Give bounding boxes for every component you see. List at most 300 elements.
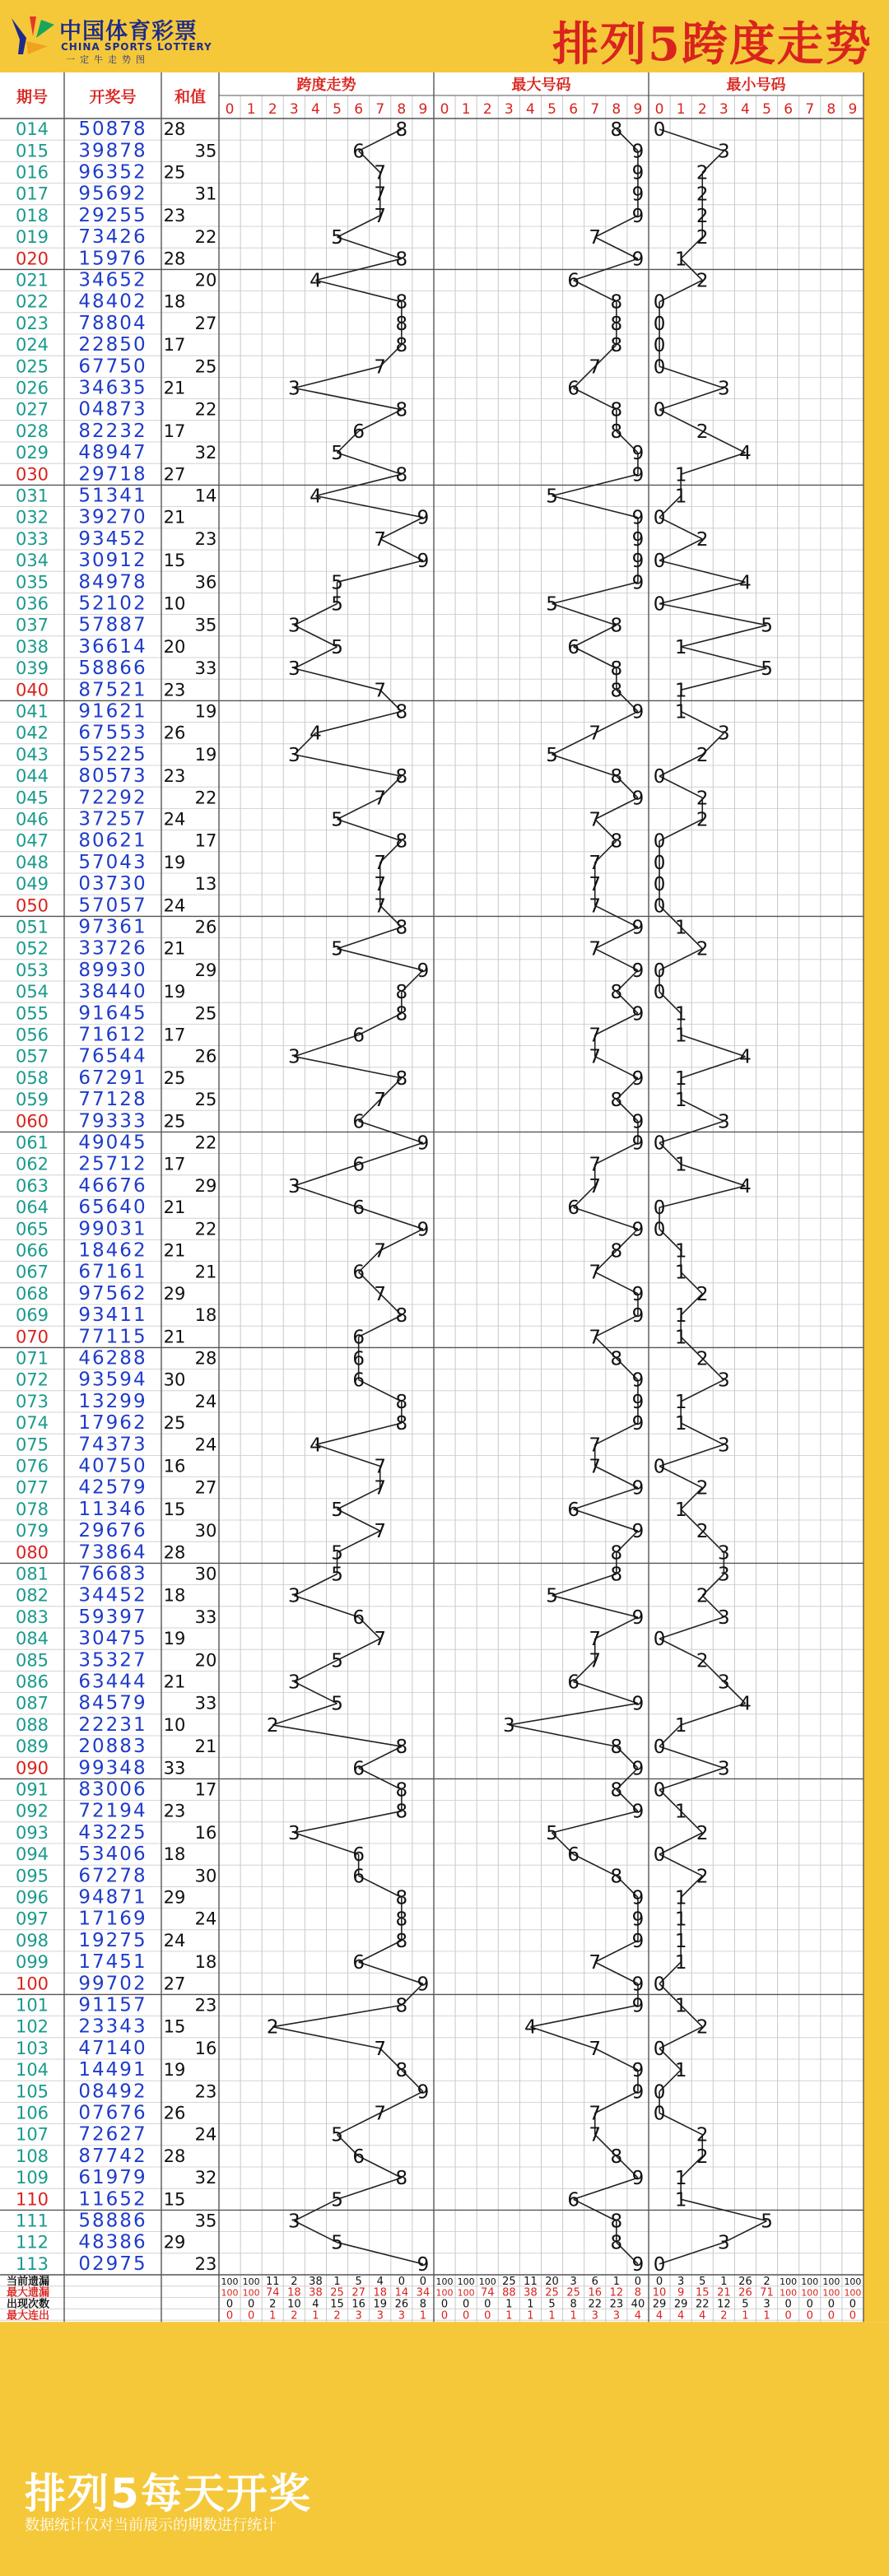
- row-sum: 35: [194, 141, 217, 161]
- stat-value-max: 16: [588, 2286, 603, 2299]
- span-trend-point: 4: [310, 723, 322, 745]
- row-sum: 23: [194, 2081, 217, 2102]
- stat-value-span: 1: [419, 2309, 427, 2323]
- header-issue: 期号: [16, 88, 49, 106]
- stat-value-span: 4: [312, 2298, 319, 2311]
- stat-value-min: 4: [655, 2309, 663, 2323]
- row-draw: 47140: [78, 2037, 147, 2059]
- stat-value-span: 38: [309, 2275, 323, 2288]
- row-draw: 72194: [78, 1800, 147, 1822]
- span-trend-point: 6: [352, 1758, 365, 1780]
- stat-value-max: 4: [634, 2309, 642, 2323]
- row-issue: 106: [15, 2103, 49, 2123]
- row-draw: 38440: [78, 981, 147, 1003]
- row-issue: 015: [15, 141, 49, 161]
- stat-value-min: 0: [655, 2275, 663, 2288]
- min-trend-point: 1: [674, 1025, 687, 1047]
- row-sum: 25: [163, 1111, 186, 1132]
- span-trend-point: 5: [331, 2124, 343, 2146]
- row-sum: 32: [194, 2168, 217, 2188]
- span-trend-point: 8: [395, 1305, 408, 1328]
- min-trend-point: 0: [653, 895, 666, 918]
- row-sum: 28: [163, 119, 186, 140]
- max-trend-point: 9: [631, 1283, 645, 1305]
- stat-value-span: 3: [355, 2309, 362, 2323]
- row-issue: 080: [15, 1542, 49, 1563]
- span-trend-point: 5: [331, 1564, 343, 1586]
- stat-value-min: 0: [849, 2298, 857, 2311]
- row-sum: 30: [194, 1521, 217, 1541]
- row-issue: 045: [15, 788, 49, 808]
- row-issue: 094: [15, 1844, 49, 1865]
- row-issue: 088: [15, 1714, 49, 1735]
- stat-value-span: 0: [398, 2275, 405, 2288]
- row-sum: 16: [194, 1822, 217, 1843]
- span-trend-point: 5: [331, 443, 343, 465]
- row-issue: 016: [15, 162, 49, 183]
- min-trend-point: 2: [696, 2124, 709, 2146]
- max-trend-point: 7: [589, 809, 602, 831]
- row-sum: 36: [194, 572, 217, 593]
- max-trend-point: 6: [567, 1197, 579, 1220]
- header-digit: 3: [719, 101, 728, 118]
- max-trend-point: 6: [567, 270, 579, 292]
- max-trend-point: 9: [631, 1219, 645, 1241]
- header-digit: 7: [375, 101, 385, 118]
- row-issue: 022: [15, 291, 49, 312]
- row-draw: 76683: [78, 1563, 147, 1585]
- stat-value-span: 2: [333, 2309, 341, 2323]
- span-trend-point: 7: [374, 162, 387, 184]
- stat-value-span: 0: [419, 2275, 427, 2288]
- row-sum: 14: [194, 486, 217, 506]
- row-sum: 25: [163, 1413, 186, 1434]
- row-sum: 15: [163, 551, 186, 571]
- span-trend-point: 3: [288, 1046, 300, 1068]
- span-trend-point: 8: [395, 313, 408, 335]
- stat-value-span: 100: [242, 2276, 260, 2287]
- min-trend-point: 3: [718, 1672, 730, 1694]
- min-trend-point: 0: [653, 960, 666, 982]
- row-draw: 17451: [78, 1951, 147, 1974]
- max-trend-point: 9: [631, 1391, 645, 1413]
- span-trend-point: 8: [395, 335, 408, 357]
- stat-value-span: 4: [376, 2275, 384, 2288]
- span-trend-point: 8: [395, 830, 408, 853]
- row-sum: 25: [194, 1003, 217, 1024]
- row-draw: 03730: [78, 873, 147, 895]
- row-draw: 93452: [78, 528, 147, 550]
- row-draw: 84978: [78, 571, 147, 593]
- stat-value-max: 8: [634, 2286, 642, 2299]
- stat-value-min: 4: [677, 2309, 685, 2323]
- span-trend-point: 9: [417, 1132, 430, 1155]
- min-trend-point: 4: [739, 572, 752, 594]
- stat-value-min: 71: [760, 2286, 774, 2299]
- span-trend-point: 5: [331, 809, 343, 831]
- min-trend-point: 0: [653, 2081, 666, 2104]
- span-trend-point: 3: [288, 1585, 300, 1607]
- row-issue: 037: [15, 615, 49, 635]
- row-issue: 027: [15, 399, 49, 420]
- max-trend-point: 9: [631, 1693, 645, 1715]
- min-trend-point: 1: [674, 1499, 687, 1521]
- header-group-title: 最大号码: [511, 77, 571, 94]
- row-draw: 67291: [78, 1067, 147, 1089]
- row-issue: 028: [15, 421, 49, 441]
- stat-value-min: 12: [717, 2298, 731, 2311]
- row-issue: 024: [15, 335, 49, 356]
- max-trend-point: 3: [503, 1714, 515, 1737]
- max-trend-point: 8: [610, 1542, 623, 1565]
- row-sum: 21: [163, 1240, 186, 1261]
- trend-chart: [0, 72, 889, 2461]
- lottery-logo: [8, 10, 212, 65]
- row-issue: 109: [15, 2168, 49, 2188]
- min-trend-point: 4: [739, 1046, 752, 1068]
- span-trend-point: 7: [374, 2038, 387, 2060]
- row-sum: 30: [194, 1866, 217, 1886]
- min-trend-point: 2: [696, 2016, 709, 2039]
- row-issue: 112: [15, 2232, 49, 2253]
- span-trend-point: 5: [331, 2189, 343, 2211]
- header-digit: 0: [440, 101, 449, 118]
- max-trend-point: 8: [610, 313, 623, 335]
- row-issue: 105: [15, 2081, 49, 2102]
- row-draw: 39270: [78, 506, 147, 528]
- row-sum: 21: [163, 938, 186, 959]
- stat-value-min: 1: [720, 2275, 728, 2288]
- span-trend-point: 8: [395, 2060, 408, 2082]
- row-draw: 95692: [78, 183, 147, 205]
- row-sum: 24: [163, 895, 186, 916]
- row-sum: 24: [194, 1434, 217, 1455]
- span-trend-point: 5: [331, 2232, 343, 2254]
- span-trend-point: 5: [331, 1542, 343, 1565]
- row-draw: 29255: [78, 204, 147, 226]
- row-draw: 67750: [78, 356, 147, 378]
- stat-value-span: 27: [351, 2286, 365, 2299]
- stat-value-min: 15: [695, 2286, 710, 2299]
- stat-value-max: 100: [478, 2276, 496, 2287]
- max-trend-point: 7: [589, 938, 602, 960]
- stat-value-max: 3: [612, 2309, 620, 2323]
- min-trend-point: 1: [674, 464, 687, 486]
- max-trend-point: 7: [589, 895, 602, 918]
- min-trend-point: 1: [674, 680, 687, 702]
- stat-value-max: 5: [548, 2298, 556, 2311]
- max-trend-point: 8: [610, 2146, 623, 2168]
- stat-value-min: 3: [677, 2275, 685, 2288]
- span-trend-point: 7: [374, 1283, 387, 1305]
- stat-value-max: 100: [435, 2287, 454, 2299]
- row-issue: 102: [15, 2016, 49, 2037]
- stat-value-span: 10: [287, 2298, 301, 2311]
- max-trend-point: 9: [631, 1930, 645, 1952]
- max-trend-point: 9: [631, 249, 645, 271]
- row-draw: 34635: [78, 377, 147, 399]
- row-issue: 061: [15, 1132, 49, 1153]
- row-draw: 74373: [78, 1434, 147, 1456]
- max-trend-point: 8: [610, 399, 623, 421]
- row-issue: 044: [15, 766, 49, 787]
- max-trend-point: 8: [610, 119, 623, 142]
- span-trend-point: 8: [395, 917, 408, 939]
- row-issue: 098: [15, 1930, 49, 1951]
- max-trend-point: 7: [589, 227, 602, 249]
- span-trend-point: 8: [395, 1995, 408, 2017]
- span-trend-point: 5: [331, 1650, 343, 1672]
- span-trend-point: 9: [417, 2081, 430, 2104]
- row-sum: 19: [163, 982, 186, 1002]
- row-sum: 21: [163, 507, 186, 528]
- row-issue: 035: [15, 572, 49, 593]
- row-sum: 24: [194, 1391, 217, 1411]
- stat-label: 最大遗漏: [7, 2286, 50, 2299]
- max-trend-point: 9: [631, 507, 645, 529]
- min-trend-point: 1: [674, 1887, 687, 1909]
- max-trend-point: 6: [567, 2189, 579, 2211]
- row-draw: 77115: [78, 1326, 147, 1348]
- row-issue: 031: [15, 486, 49, 506]
- span-trend-point: 6: [352, 1154, 365, 1176]
- row-draw: 87742: [78, 2145, 147, 2167]
- span-trend-point: 9: [417, 960, 430, 982]
- row-issue: 039: [15, 658, 49, 679]
- row-issue: 052: [15, 938, 49, 959]
- span-trend-point: 5: [331, 636, 343, 658]
- row-draw: 34452: [78, 1584, 147, 1607]
- header-sum: 和值: [174, 88, 207, 106]
- row-issue: 062: [15, 1154, 49, 1174]
- row-draw: 65640: [78, 1197, 147, 1219]
- row-sum: 33: [163, 1758, 186, 1779]
- max-trend-point: 9: [631, 1995, 645, 2017]
- row-issue: 026: [15, 378, 49, 398]
- max-trend-point: 7: [589, 1262, 602, 1284]
- span-trend-point: 8: [395, 291, 408, 314]
- span-trend-point: 2: [266, 1714, 279, 1737]
- row-issue: 087: [15, 1693, 49, 1713]
- row-draw: 71612: [78, 1024, 147, 1046]
- row-draw: 49045: [78, 1132, 147, 1154]
- stat-value-span: 18: [287, 2286, 301, 2299]
- row-issue: 090: [15, 1758, 49, 1779]
- max-trend-point: 5: [546, 1585, 558, 1607]
- max-trend-point: 7: [589, 1952, 602, 1974]
- stat-value-max: 0: [440, 2298, 449, 2311]
- row-draw: 72627: [78, 2123, 147, 2146]
- max-trend-point: 9: [631, 960, 645, 982]
- header-digit: 1: [246, 101, 256, 118]
- stat-value-max: 74: [480, 2286, 495, 2299]
- row-draw: 20883: [78, 1736, 147, 1758]
- span-trend-point: 8: [395, 1930, 408, 1952]
- row-draw: 08492: [78, 2081, 147, 2103]
- min-trend-point: 5: [761, 615, 773, 637]
- row-sum: 18: [163, 1844, 186, 1865]
- max-trend-point: 9: [631, 917, 645, 939]
- row-draw: 51341: [78, 485, 147, 507]
- row-draw: 91621: [78, 700, 147, 723]
- row-sum: 17: [194, 1779, 217, 1800]
- row-issue: 101: [15, 1995, 49, 2016]
- max-trend-point: 9: [631, 162, 645, 184]
- max-trend-point: 7: [589, 1025, 602, 1047]
- row-draw: 29676: [78, 1520, 147, 1542]
- header-digit: 1: [461, 101, 471, 118]
- span-trend-point: 3: [288, 658, 300, 681]
- row-issue: 075: [15, 1434, 49, 1455]
- stat-value-min: 100: [844, 2287, 862, 2299]
- row-sum: 20: [163, 636, 186, 657]
- row-sum: 19: [194, 701, 217, 722]
- row-sum: 10: [163, 1714, 186, 1735]
- stat-value-span: 25: [330, 2286, 344, 2299]
- row-issue: 086: [15, 1672, 49, 1692]
- row-sum: 33: [194, 658, 217, 679]
- stat-value-span: 3: [398, 2309, 405, 2323]
- row-draw: 11346: [78, 1498, 147, 1520]
- min-trend-point: 0: [653, 507, 666, 529]
- min-trend-point: 0: [653, 830, 666, 853]
- footer-title: 排列5每天开奖: [25, 2470, 312, 2518]
- max-trend-point: 8: [610, 335, 623, 357]
- row-issue: 030: [15, 464, 49, 485]
- header: [0, 0, 889, 72]
- row-draw: 59397: [78, 1606, 147, 1628]
- row-draw: 97361: [78, 916, 147, 938]
- stat-value-max: 20: [545, 2275, 559, 2288]
- row-sum: 33: [194, 1693, 217, 1713]
- chart-right-margin: [863, 72, 889, 2322]
- row-draw: 18462: [78, 1239, 147, 1262]
- row-draw: 43225: [78, 1821, 147, 1844]
- min-trend-point: 1: [674, 701, 687, 723]
- span-trend-point: 7: [374, 2103, 387, 2125]
- stat-value-span: 14: [394, 2286, 409, 2299]
- min-trend-point: 0: [653, 874, 666, 896]
- stat-value-max: 1: [527, 2309, 534, 2323]
- max-trend-point: 5: [546, 486, 558, 508]
- row-sum: 18: [194, 1305, 217, 1326]
- min-trend-point: 0: [653, 291, 666, 314]
- min-trend-point: 0: [653, 1737, 666, 1759]
- span-trend-point: 9: [417, 551, 430, 573]
- min-trend-point: 2: [696, 227, 709, 249]
- row-issue: 056: [15, 1025, 49, 1045]
- row-draw: 19275: [78, 1929, 147, 1951]
- row-sum: 28: [163, 249, 186, 269]
- row-draw: 99702: [78, 1973, 147, 1995]
- max-trend-point: 8: [610, 2211, 623, 2233]
- row-draw: 91157: [78, 1994, 147, 2016]
- min-trend-point: 2: [696, 2146, 709, 2168]
- row-draw: 63444: [78, 1671, 147, 1693]
- span-trend-point: 8: [395, 982, 408, 1004]
- span-trend-point: 6: [352, 1844, 365, 1867]
- max-trend-point: 8: [610, 1348, 623, 1370]
- row-issue: 018: [15, 205, 49, 226]
- row-draw: 25712: [78, 1153, 147, 1175]
- row-issue: 054: [15, 982, 49, 1002]
- stat-value-min: 0: [849, 2309, 857, 2323]
- max-trend-point: 8: [610, 830, 623, 853]
- stat-value-max: 0: [634, 2275, 642, 2288]
- row-sum: 35: [194, 615, 217, 635]
- footer-note: 数据统计仅对当前展示的期数进行统计: [25, 2517, 277, 2534]
- max-trend-point: 7: [589, 1456, 602, 1478]
- span-trend-point: 8: [395, 766, 408, 788]
- row-issue: 074: [15, 1413, 49, 1434]
- stat-value-span: 5: [355, 2275, 362, 2288]
- row-sum: 21: [163, 1672, 186, 1692]
- span-trend-point: 2: [266, 2016, 279, 2039]
- row-draw: 83006: [78, 1779, 147, 1801]
- max-trend-point: 8: [610, 421, 623, 443]
- stat-value-span: 18: [373, 2286, 388, 2299]
- span-trend-point: 5: [331, 938, 343, 960]
- stat-value-min: 0: [784, 2309, 792, 2323]
- min-trend-point: 1: [674, 2189, 687, 2211]
- max-trend-point: 6: [567, 1499, 579, 1521]
- min-trend-point: 1: [674, 249, 687, 271]
- row-sum: 30: [163, 1369, 186, 1390]
- span-trend-point: 7: [374, 1629, 387, 1651]
- row-sum: 23: [194, 2253, 217, 2274]
- min-trend-point: 0: [653, 119, 666, 142]
- row-draw: 07676: [78, 2102, 147, 2124]
- row-issue: 063: [15, 1175, 49, 1196]
- row-issue: 110: [15, 2189, 49, 2210]
- span-trend-point: 6: [352, 1348, 365, 1370]
- min-trend-point: 0: [653, 1629, 666, 1651]
- row-sum: 21: [194, 1262, 217, 1282]
- stat-value-min: 0: [806, 2309, 813, 2323]
- row-draw: 23343: [78, 2016, 147, 2038]
- span-trend-point: 6: [352, 1952, 365, 1974]
- max-trend-point: 7: [589, 723, 602, 745]
- footer: [0, 2461, 889, 2576]
- stat-value-min: 100: [780, 2276, 798, 2287]
- header-digit: 4: [741, 101, 750, 118]
- stat-value-max: 11: [524, 2275, 538, 2288]
- max-trend-point: 9: [631, 1305, 645, 1328]
- row-draw: 55225: [78, 743, 147, 765]
- row-sum: 26: [194, 1046, 217, 1067]
- row-issue: 084: [15, 1629, 49, 1649]
- stat-value-span: 74: [265, 2286, 280, 2299]
- min-trend-point: 0: [653, 2038, 666, 2060]
- min-trend-point: 3: [718, 1607, 730, 1629]
- header-digit: 1: [676, 101, 686, 118]
- min-trend-point: 2: [696, 162, 709, 184]
- max-trend-point: 8: [610, 1564, 623, 1586]
- max-trend-point: 8: [610, 1866, 623, 1888]
- min-trend-point: 3: [718, 378, 730, 400]
- min-trend-point: 0: [653, 1844, 666, 1867]
- max-trend-point: 5: [546, 744, 558, 766]
- row-draw: 34652: [78, 269, 147, 291]
- span-trend-point: 7: [374, 895, 387, 918]
- max-trend-point: 6: [567, 1844, 579, 1867]
- span-trend-point: 7: [374, 1090, 387, 1112]
- min-trend-point: 1: [674, 1952, 687, 1974]
- row-sum: 23: [194, 528, 217, 549]
- header-digit: 5: [547, 101, 556, 118]
- row-issue: 100: [15, 1974, 49, 1994]
- stat-value-min: 10: [652, 2286, 667, 2299]
